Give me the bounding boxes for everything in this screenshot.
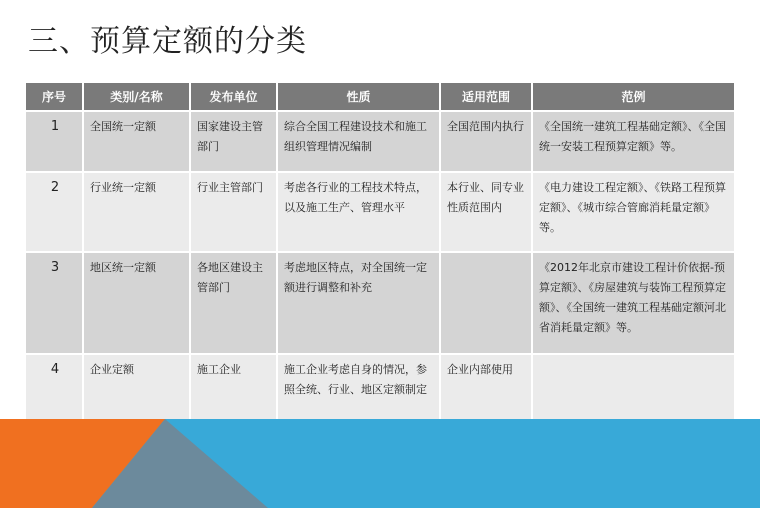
cell-nature: 考虑各行业的工程技术特点，以及施工生产、管理水平 [277, 172, 440, 252]
quota-classification-table [26, 83, 734, 424]
table-row [26, 172, 734, 252]
header-category: 类别/名称 [83, 83, 190, 111]
table-header-row [26, 83, 734, 111]
cell-publisher: 施工企业 [190, 354, 277, 424]
cell-category: 全国统一定额 [83, 111, 190, 172]
cell-publisher: 各地区建设主管部门 [190, 252, 277, 354]
cell-index: 1 [26, 111, 83, 172]
table-row [26, 354, 734, 424]
header-index: 序号 [26, 83, 83, 111]
cell-examples [532, 354, 734, 424]
cell-index: 3 [26, 252, 83, 354]
cell-examples: 《2012年北京市建设工程计价依据-预算定额》、《房屋建筑与装饰工程预算定额》、《全国统一建筑工程基础定额河北省消耗量定额》等。 [532, 252, 734, 354]
cell-index: 4 [26, 354, 83, 424]
header-publisher: 发布单位 [190, 83, 277, 111]
header-scope: 适用范围 [440, 83, 532, 111]
cell-scope: 全国范围内执行 [440, 111, 532, 172]
table-row [26, 252, 734, 354]
header-examples: 范例 [532, 83, 734, 111]
header-nature: 性质 [277, 83, 440, 111]
cell-nature: 综合全国工程建设技术和施工组织管理情况编制 [277, 111, 440, 172]
cell-scope: 企业内部使用 [440, 354, 532, 424]
table-row [26, 111, 734, 172]
cell-examples: 《全国统一建筑工程基础定额》、《全国统一安装工程预算定额》等。 [532, 111, 734, 172]
page-title: 三、预算定额的分类 [28, 24, 307, 59]
cell-publisher: 行业主管部门 [190, 172, 277, 252]
cell-category: 行业统一定额 [83, 172, 190, 252]
footer-decoration [0, 419, 760, 508]
cell-examples: 《电力建设工程定额》、《铁路工程预算定额》、《城市综合管廊消耗量定额》等。 [532, 172, 734, 252]
cell-scope [440, 252, 532, 354]
cell-category: 地区统一定额 [83, 252, 190, 354]
cell-publisher: 国家建设主管部门 [190, 111, 277, 172]
cell-scope: 本行业、同专业性质范围内 [440, 172, 532, 252]
cell-category: 企业定额 [83, 354, 190, 424]
cell-index: 2 [26, 172, 83, 252]
cell-nature: 施工企业考虑自身的情况，参照全统、行业、地区定额制定 [277, 354, 440, 424]
cell-nature: 考虑地区特点，对全国统一定额进行调整和补充 [277, 252, 440, 354]
